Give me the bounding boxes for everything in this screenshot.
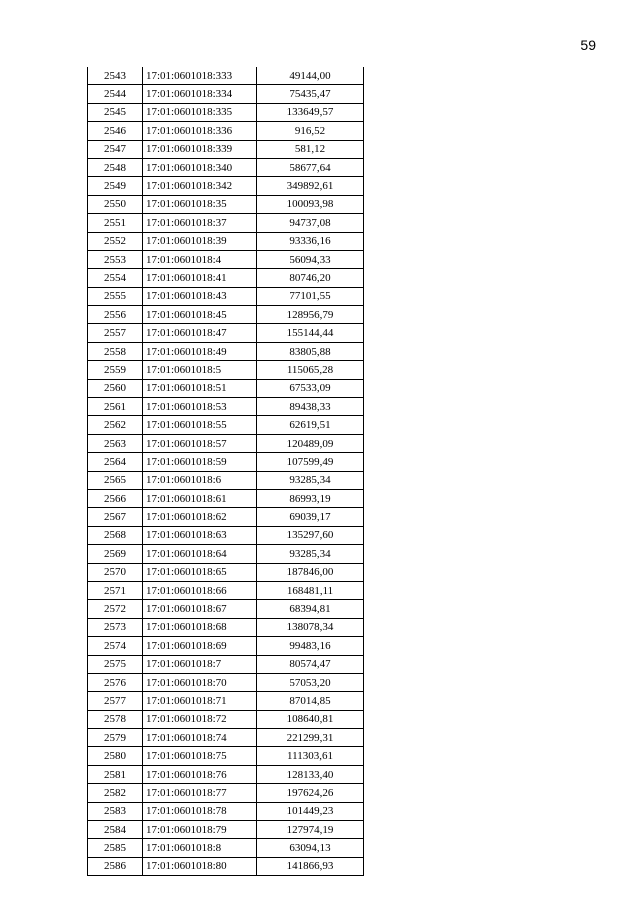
table-row [88, 618, 364, 636]
cadastral-number-cell: 17:01:0601018:49 [143, 342, 257, 360]
value-cell: 107599,49 [257, 453, 364, 471]
table-row [88, 655, 364, 673]
value-cell: 111303,61 [257, 747, 364, 765]
value-cell: 155144,44 [257, 324, 364, 342]
row-number-cell: 2554 [88, 269, 143, 287]
table-row [88, 821, 364, 839]
value-cell: 141866,93 [257, 857, 364, 875]
row-number-cell: 2568 [88, 526, 143, 544]
table-row [88, 673, 364, 691]
cadastral-number-cell: 17:01:0601018:51 [143, 379, 257, 397]
value-cell: 86993,19 [257, 489, 364, 507]
value-cell: 135297,60 [257, 526, 364, 544]
table-row [88, 857, 364, 875]
table-row [88, 710, 364, 728]
table-row [88, 416, 364, 434]
value-cell: 58677,64 [257, 158, 364, 176]
value-cell: 115065,28 [257, 361, 364, 379]
value-cell: 187846,00 [257, 563, 364, 581]
table-row [88, 545, 364, 563]
row-number-cell: 2555 [88, 287, 143, 305]
cadastral-number-cell: 17:01:0601018:75 [143, 747, 257, 765]
cadastral-number-cell: 17:01:0601018:6 [143, 471, 257, 489]
table-row [88, 85, 364, 103]
row-number-cell: 2556 [88, 306, 143, 324]
table-row [88, 177, 364, 195]
row-number-cell: 2574 [88, 637, 143, 655]
row-number-cell: 2566 [88, 489, 143, 507]
table-row [88, 361, 364, 379]
cadastral-number-cell: 17:01:0601018:8 [143, 839, 257, 857]
value-cell: 197624,26 [257, 784, 364, 802]
value-cell: 80574,47 [257, 655, 364, 673]
cadastral-number-cell: 17:01:0601018:39 [143, 232, 257, 250]
cadastral-number-cell: 17:01:0601018:64 [143, 545, 257, 563]
table-row [88, 729, 364, 747]
table-row [88, 563, 364, 581]
cadastral-number-cell: 17:01:0601018:339 [143, 140, 257, 158]
cadastral-number-cell: 17:01:0601018:68 [143, 618, 257, 636]
cadastral-number-cell: 17:01:0601018:53 [143, 398, 257, 416]
value-cell: 56094,33 [257, 250, 364, 268]
cadastral-number-cell: 17:01:0601018:37 [143, 214, 257, 232]
value-cell: 94737,08 [257, 214, 364, 232]
row-number-cell: 2551 [88, 214, 143, 232]
row-number-cell: 2563 [88, 434, 143, 452]
cadastral-number-cell: 17:01:0601018:45 [143, 306, 257, 324]
cadastral-table [87, 67, 364, 876]
value-cell: 49144,00 [257, 67, 364, 85]
cadastral-number-cell: 17:01:0601018:65 [143, 563, 257, 581]
table-row [88, 287, 364, 305]
page-number: 59 [580, 37, 596, 53]
table-row [88, 526, 364, 544]
value-cell: 916,52 [257, 122, 364, 140]
table-row [88, 747, 364, 765]
row-number-cell: 2578 [88, 710, 143, 728]
table-row [88, 637, 364, 655]
value-cell: 120489,09 [257, 434, 364, 452]
table-row [88, 581, 364, 599]
value-cell: 108640,81 [257, 710, 364, 728]
cadastral-number-cell: 17:01:0601018:78 [143, 802, 257, 820]
value-cell: 62619,51 [257, 416, 364, 434]
value-cell: 128956,79 [257, 306, 364, 324]
table-row [88, 508, 364, 526]
table-row [88, 140, 364, 158]
value-cell: 93336,16 [257, 232, 364, 250]
row-number-cell: 2564 [88, 453, 143, 471]
row-number-cell: 2571 [88, 581, 143, 599]
row-number-cell: 2565 [88, 471, 143, 489]
row-number-cell: 2561 [88, 398, 143, 416]
table-row [88, 379, 364, 397]
cadastral-number-cell: 17:01:0601018:335 [143, 103, 257, 121]
value-cell: 68394,81 [257, 600, 364, 618]
row-number-cell: 2569 [88, 545, 143, 563]
cadastral-number-cell: 17:01:0601018:41 [143, 269, 257, 287]
table-row [88, 195, 364, 213]
cadastral-number-cell: 17:01:0601018:66 [143, 581, 257, 599]
table-row [88, 122, 364, 140]
row-number-cell: 2581 [88, 765, 143, 783]
table-row [88, 600, 364, 618]
table-row [88, 103, 364, 121]
table-row [88, 342, 364, 360]
value-cell: 89438,33 [257, 398, 364, 416]
table-row [88, 67, 364, 85]
row-number-cell: 2546 [88, 122, 143, 140]
value-cell: 93285,34 [257, 471, 364, 489]
row-number-cell: 2575 [88, 655, 143, 673]
table-row [88, 489, 364, 507]
cadastral-number-cell: 17:01:0601018:62 [143, 508, 257, 526]
row-number-cell: 2559 [88, 361, 143, 379]
table-row [88, 765, 364, 783]
cadastral-number-cell: 17:01:0601018:55 [143, 416, 257, 434]
table-row [88, 802, 364, 820]
table-row [88, 398, 364, 416]
cadastral-number-cell: 17:01:0601018:72 [143, 710, 257, 728]
value-cell: 221299,31 [257, 729, 364, 747]
value-cell: 63094,13 [257, 839, 364, 857]
table-row [88, 324, 364, 342]
cadastral-number-cell: 17:01:0601018:57 [143, 434, 257, 452]
value-cell: 349892,61 [257, 177, 364, 195]
cadastral-number-cell: 17:01:0601018:342 [143, 177, 257, 195]
row-number-cell: 2558 [88, 342, 143, 360]
table-row [88, 471, 364, 489]
value-cell: 101449,23 [257, 802, 364, 820]
cadastral-number-cell: 17:01:0601018:336 [143, 122, 257, 140]
table-row [88, 306, 364, 324]
table-row [88, 453, 364, 471]
row-number-cell: 2573 [88, 618, 143, 636]
row-number-cell: 2548 [88, 158, 143, 176]
table-row [88, 232, 364, 250]
row-number-cell: 2583 [88, 802, 143, 820]
row-number-cell: 2586 [88, 857, 143, 875]
row-number-cell: 2567 [88, 508, 143, 526]
row-number-cell: 2550 [88, 195, 143, 213]
value-cell: 57053,20 [257, 673, 364, 691]
row-number-cell: 2585 [88, 839, 143, 857]
value-cell: 87014,85 [257, 692, 364, 710]
row-number-cell: 2545 [88, 103, 143, 121]
cadastral-number-cell: 17:01:0601018:77 [143, 784, 257, 802]
table-row [88, 434, 364, 452]
cadastral-number-cell: 17:01:0601018:47 [143, 324, 257, 342]
cadastral-number-cell: 17:01:0601018:5 [143, 361, 257, 379]
row-number-cell: 2543 [88, 67, 143, 85]
row-number-cell: 2579 [88, 729, 143, 747]
table-row [88, 214, 364, 232]
cadastral-number-cell: 17:01:0601018:76 [143, 765, 257, 783]
cadastral-number-cell: 17:01:0601018:340 [143, 158, 257, 176]
row-number-cell: 2577 [88, 692, 143, 710]
value-cell: 128133,40 [257, 765, 364, 783]
row-number-cell: 2580 [88, 747, 143, 765]
table-row [88, 839, 364, 857]
row-number-cell: 2584 [88, 821, 143, 839]
value-cell: 133649,57 [257, 103, 364, 121]
cadastral-number-cell: 17:01:0601018:43 [143, 287, 257, 305]
value-cell: 69039,17 [257, 508, 364, 526]
row-number-cell: 2552 [88, 232, 143, 250]
cadastral-number-cell: 17:01:0601018:70 [143, 673, 257, 691]
value-cell: 138078,34 [257, 618, 364, 636]
value-cell: 77101,55 [257, 287, 364, 305]
row-number-cell: 2572 [88, 600, 143, 618]
value-cell: 168481,11 [257, 581, 364, 599]
row-number-cell: 2560 [88, 379, 143, 397]
row-number-cell: 2553 [88, 250, 143, 268]
row-number-cell: 2544 [88, 85, 143, 103]
value-cell: 80746,20 [257, 269, 364, 287]
row-number-cell: 2549 [88, 177, 143, 195]
cadastral-number-cell: 17:01:0601018:63 [143, 526, 257, 544]
row-number-cell: 2562 [88, 416, 143, 434]
cadastral-number-cell: 17:01:0601018:79 [143, 821, 257, 839]
table-row [88, 250, 364, 268]
value-cell: 67533,09 [257, 379, 364, 397]
value-cell: 75435,47 [257, 85, 364, 103]
cadastral-number-cell: 17:01:0601018:80 [143, 857, 257, 875]
cadastral-number-cell: 17:01:0601018:74 [143, 729, 257, 747]
cadastral-number-cell: 17:01:0601018:333 [143, 67, 257, 85]
value-cell: 127974,19 [257, 821, 364, 839]
cadastral-number-cell: 17:01:0601018:59 [143, 453, 257, 471]
value-cell: 581,12 [257, 140, 364, 158]
cadastral-number-cell: 17:01:0601018:7 [143, 655, 257, 673]
row-number-cell: 2582 [88, 784, 143, 802]
cadastral-number-cell: 17:01:0601018:4 [143, 250, 257, 268]
table-row [88, 692, 364, 710]
cadastral-number-cell: 17:01:0601018:71 [143, 692, 257, 710]
value-cell: 83805,88 [257, 342, 364, 360]
table-row [88, 158, 364, 176]
cadastral-number-cell: 17:01:0601018:334 [143, 85, 257, 103]
value-cell: 100093,98 [257, 195, 364, 213]
cadastral-number-cell: 17:01:0601018:69 [143, 637, 257, 655]
cadastral-number-cell: 17:01:0601018:35 [143, 195, 257, 213]
value-cell: 93285,34 [257, 545, 364, 563]
row-number-cell: 2576 [88, 673, 143, 691]
row-number-cell: 2557 [88, 324, 143, 342]
table-body [88, 67, 364, 876]
table-row [88, 784, 364, 802]
value-cell: 99483,16 [257, 637, 364, 655]
cadastral-number-cell: 17:01:0601018:67 [143, 600, 257, 618]
row-number-cell: 2570 [88, 563, 143, 581]
table-row [88, 269, 364, 287]
cadastral-number-cell: 17:01:0601018:61 [143, 489, 257, 507]
row-number-cell: 2547 [88, 140, 143, 158]
